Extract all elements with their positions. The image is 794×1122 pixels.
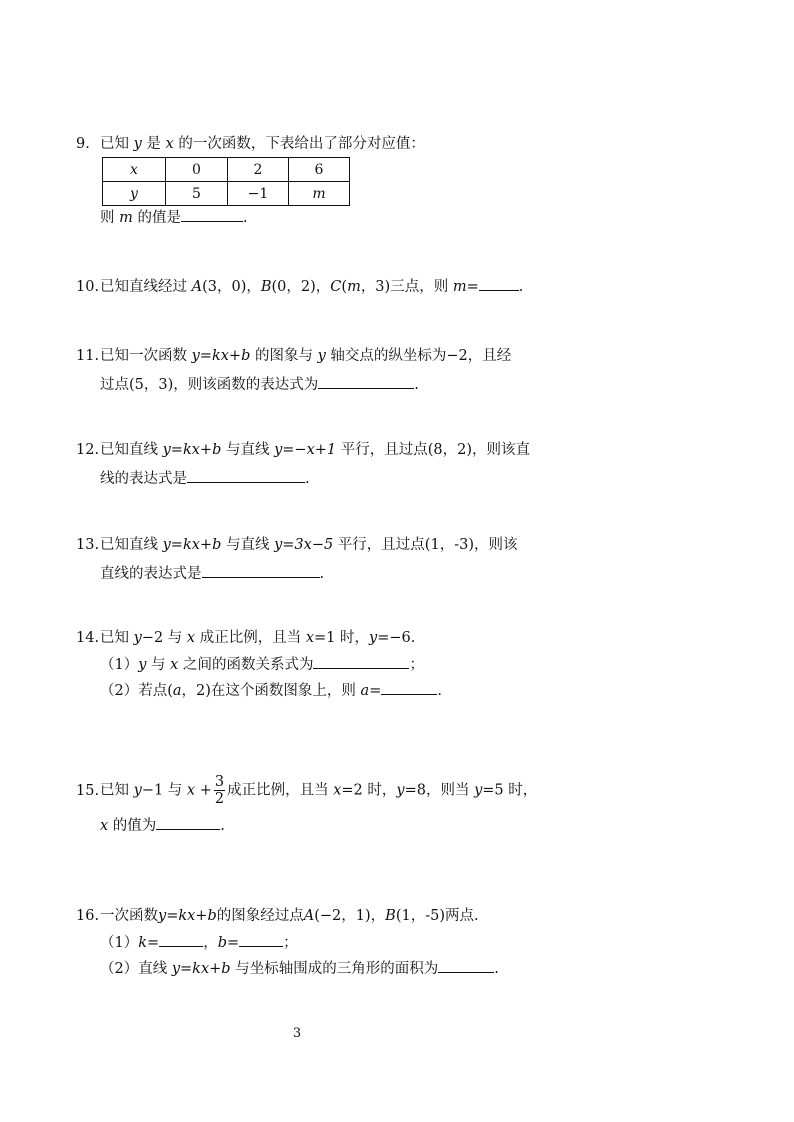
fraction: $\frac{3}{2}$	[214, 774, 225, 807]
question-9-answer-line: 则 m 的值是 .	[100, 203, 248, 232]
value-table	[102, 157, 350, 206]
question-number: 12.	[76, 442, 100, 458]
table-cell: 6	[289, 158, 350, 182]
question-number: 14.	[76, 630, 100, 646]
table-cell: m	[289, 182, 350, 206]
table-row	[103, 182, 350, 206]
table-cell: y	[103, 182, 166, 206]
answer-blank[interactable]	[479, 272, 519, 291]
question-13-line-2: 直线的表达式是 .	[100, 559, 324, 588]
question-12: 12.已知直线 y=kx+b 与直线 y=−x+1 平行，且过点(8，2)，则该直	[76, 436, 536, 464]
question-11-line-2: 过点(5，3)，则该函数的表达式为 .	[100, 370, 419, 399]
page-number: 3	[292, 1026, 302, 1041]
question-12-line-2: 线的表达式是 .	[100, 464, 310, 493]
question-number: 15.	[76, 782, 100, 799]
table-cell: 2	[228, 158, 289, 182]
answer-blank[interactable]	[187, 464, 305, 483]
answer-blank[interactable]	[159, 928, 203, 947]
question-number: 16.	[76, 908, 100, 924]
question-number: 9.	[76, 136, 90, 152]
answer-blank[interactable]	[318, 370, 414, 389]
question-13: 13.已知直线 y=kx+b 与直线 y=3x−5 平行，且过点(1，-3)，则该	[76, 531, 536, 559]
table-cell: 5	[166, 182, 228, 206]
table-cell: x	[103, 158, 166, 182]
answer-blank[interactable]	[202, 559, 320, 578]
table-row	[103, 158, 350, 182]
table-cell: 0	[166, 158, 228, 182]
question-14: 14.已知 y−2 与 x 成正比例，且当 x=1 时，y=−6.	[76, 624, 536, 652]
answer-blank[interactable]	[156, 811, 220, 830]
question-9: 9. 已知 y 是 x 的一次函数，下表给出了部分对应值：	[76, 130, 536, 158]
question-number: 10.	[76, 279, 100, 295]
question-11: 11.已知一次函数 y=kx+b 的图象与 y 轴交点的纵坐标为−2，且经	[76, 342, 536, 370]
question-16: 16.一次函数y=kx+b的图象经过点A(−2，1)，B(1，-5)两点.	[76, 902, 536, 930]
question-10: 10.已知直线经过 A(3，0)，B(0，2)，C(m，3)三点，则 m= .	[76, 272, 536, 301]
question-15: 15.已知 y−1 与 x + $\frac{3}{2}$ 成正比例，且当 x=2 时，y=8，则当 y=5 时，	[76, 774, 538, 807]
answer-blank[interactable]	[239, 928, 283, 947]
answer-blank[interactable]	[438, 954, 494, 973]
question-14-part-2: （2）若点(a，2)在这个函数图象上，则 a= .	[100, 676, 442, 705]
answer-blank[interactable]	[181, 203, 243, 222]
answer-blank[interactable]	[381, 676, 437, 695]
question-number: 13.	[76, 537, 100, 553]
question-16-part-1: （1）k= ，b= ；	[100, 928, 298, 957]
question-15-line-2: x 的值为 .	[100, 811, 225, 840]
table-cell: −1	[228, 182, 289, 206]
question-14-part-1: （1）y 与 x 之间的函数关系式为 ；	[100, 650, 424, 679]
question-16-part-2: （2）直线 y=kx+b 与坐标轴围成的三角形的面积为 .	[100, 954, 499, 983]
answer-blank[interactable]	[313, 650, 409, 669]
question-number: 11.	[76, 348, 100, 364]
